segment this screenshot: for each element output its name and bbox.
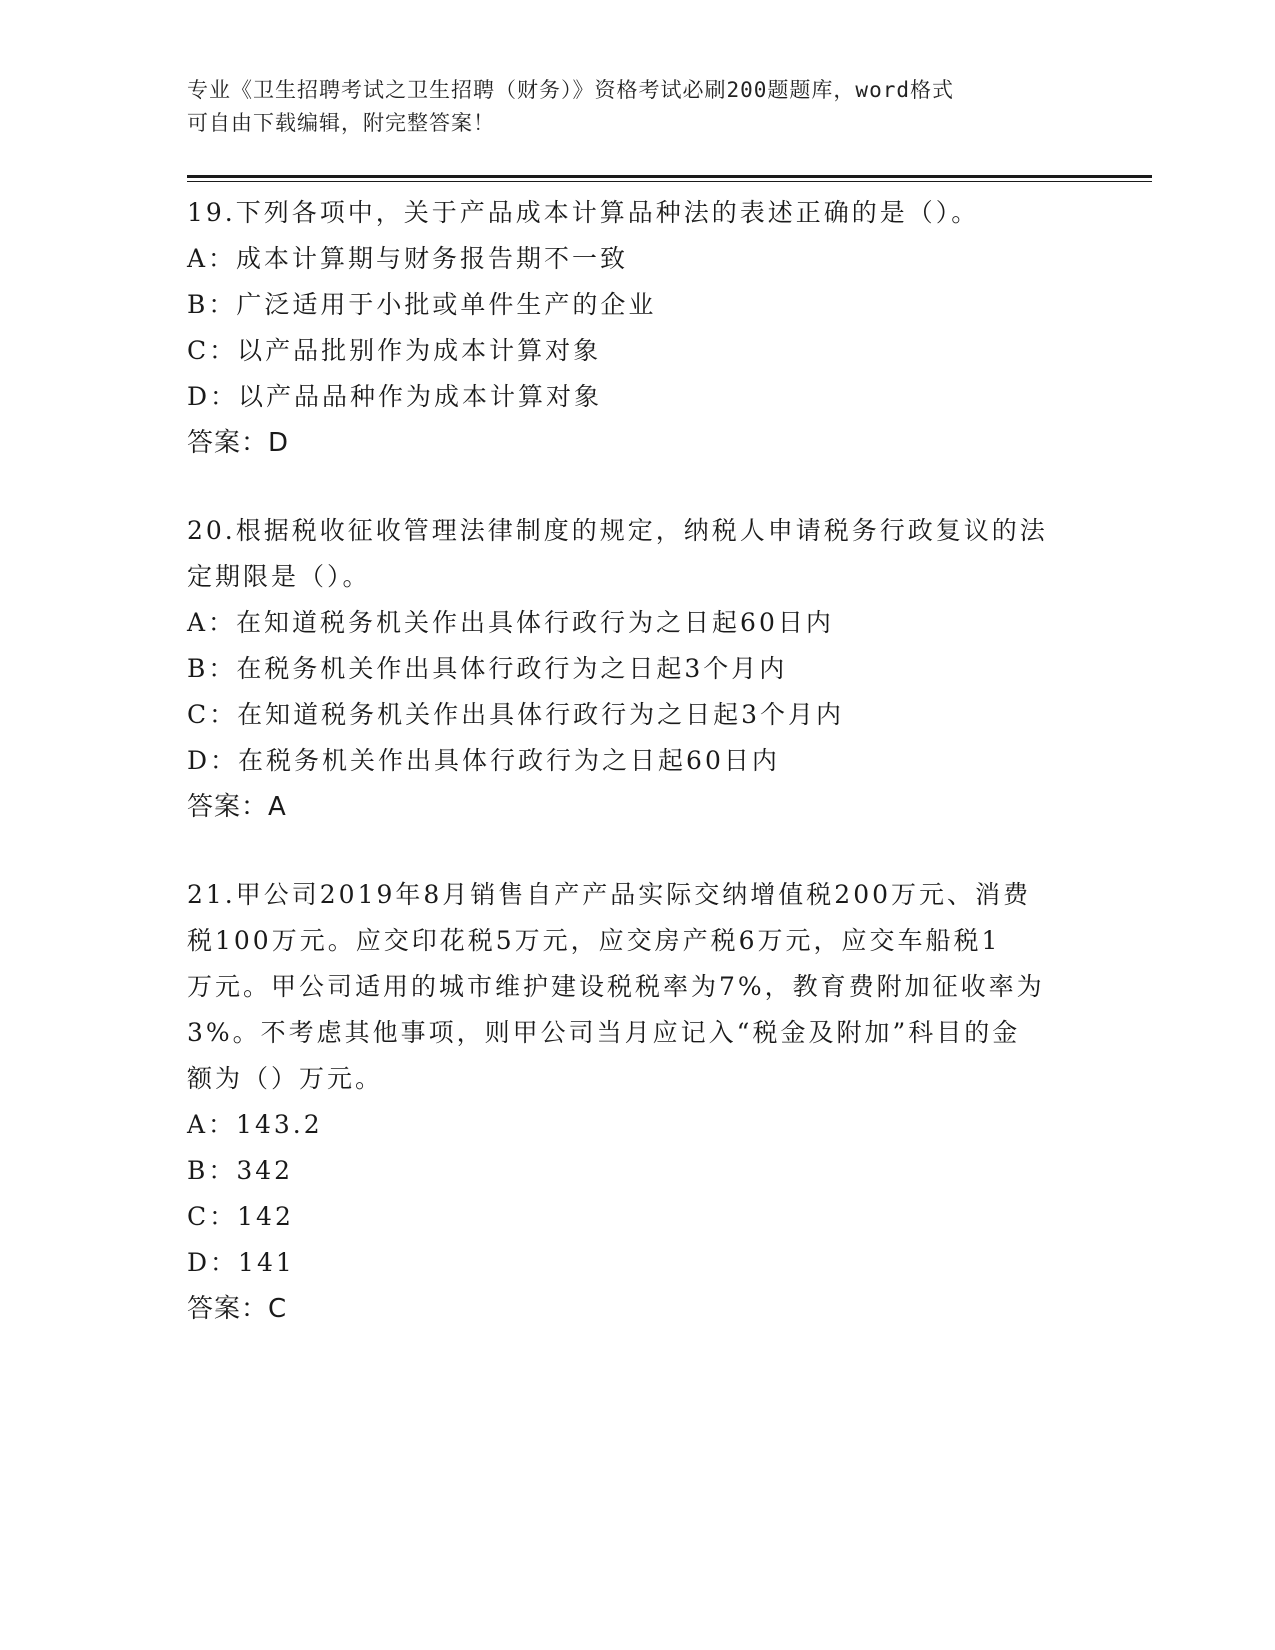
question-list [187, 190, 1087, 1332]
option-c: C：在知道税务机关作出具体行政行为之日起3个月内 [187, 700, 845, 729]
question-stem-line-1: 21.甲公司2019年8月销售自产产品实际交纳增值税200万元、消费 [187, 880, 1032, 909]
question-21 [187, 872, 1087, 1332]
option-b: B：在税务机关作出具体行政行为之日起3个月内 [187, 654, 788, 683]
option-a: A：成本计算期与财务报告期不一致 [187, 244, 629, 273]
header-line-1: 专业《卫生招聘考试之卫生招聘（财务）》资格考试必刷200题题库，word格式 [187, 78, 954, 102]
answer: 答案：D [187, 428, 290, 458]
option-b: B：342 [187, 1156, 294, 1185]
header-line-2: 可自由下载编辑，附完整答案！ [187, 111, 495, 135]
answer: 答案：A [187, 792, 287, 822]
option-c: C：142 [187, 1202, 294, 1231]
question-20 [187, 508, 1087, 830]
option-d: D：141 [187, 1248, 295, 1277]
header-divider-thin [187, 181, 1152, 182]
option-c: C：以产品批别作为成本计算对象 [187, 336, 602, 365]
question-spacer [187, 466, 1087, 508]
question-spacer [187, 830, 1087, 872]
question-stem-line-5: 额为（）万元。 [187, 1064, 384, 1093]
answer: 答案：C [187, 1294, 288, 1324]
question-stem-line-2: 税100万元。应交印花税5万元，应交房产税6万元，应交车船税1 [187, 926, 1001, 955]
question-stem-line-3: 万元。甲公司适用的城市维护建设税税率为7%，教育费附加征收率为 [187, 972, 1045, 1001]
question-stem: 19.下列各项中，关于产品成本计算品种法的表述正确的是（）。 [187, 198, 980, 227]
option-d: D：以产品品种作为成本计算对象 [187, 382, 603, 411]
option-d: D：在税务机关作出具体行政行为之日起60日内 [187, 746, 780, 775]
option-a: A：143.2 [187, 1110, 323, 1139]
document-header [187, 74, 1067, 140]
question-stem-line-4: 3%。不考虑其他事项，则甲公司当月应记入“税金及附加”科目的金 [187, 1018, 1021, 1047]
header-divider-thick [187, 175, 1152, 178]
option-b: B：广泛适用于小批或单件生产的企业 [187, 290, 657, 319]
question-stem-line-2: 定期限是（）。 [187, 562, 371, 591]
question-19 [187, 190, 1087, 466]
question-stem-line-1: 20.根据税收征收管理法律制度的规定，纳税人申请税务行政复议的法 [187, 516, 1048, 545]
option-a: A：在知道税务机关作出具体行政行为之日起60日内 [187, 608, 834, 637]
